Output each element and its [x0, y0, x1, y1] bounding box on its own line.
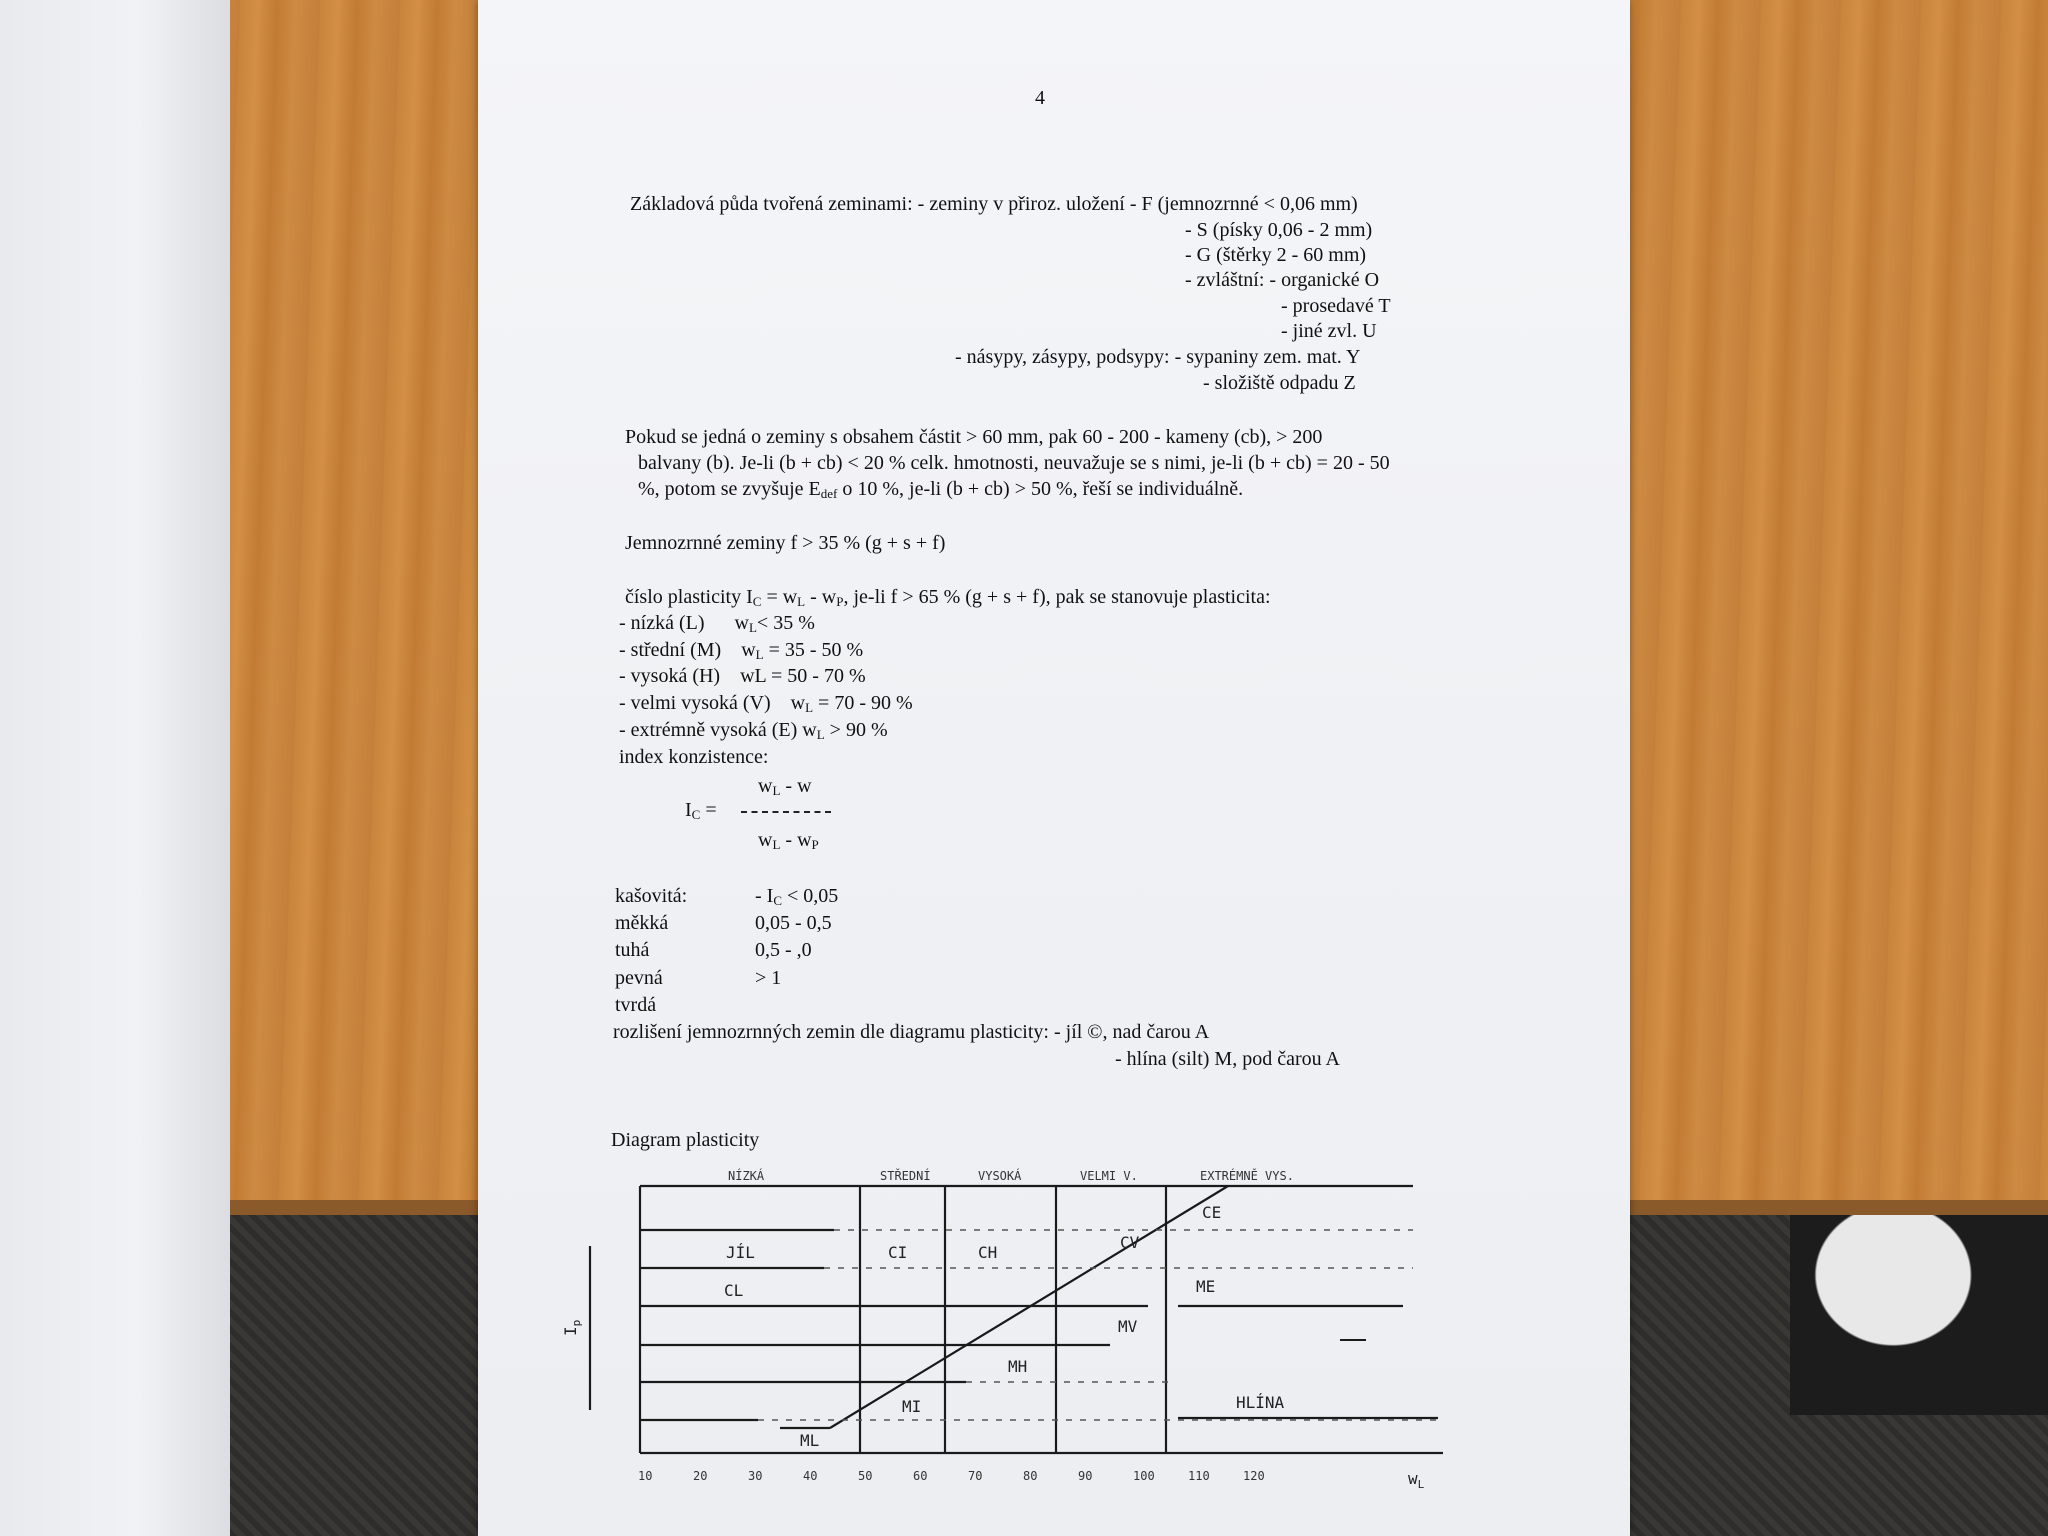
consistency-name-2: měkká	[615, 912, 669, 934]
plasticity-extreme: - extrémně vysoká (E) $w_L > 90$ %	[619, 719, 888, 742]
distinction-line-1: rozlišení jemnozrnných zemin dle diagramu plasticity: - jíl ©, nad čarou A	[613, 1021, 1210, 1043]
zone-label-me: ME	[1196, 1277, 1216, 1296]
y-axis-label: $I_p$	[561, 1319, 583, 1336]
zone-label-mh: MH	[1008, 1357, 1028, 1376]
plasticity-medium: - střední (M) $w_L = 35 - 50$ %	[619, 639, 864, 662]
zone-label-ce: CE	[1202, 1203, 1222, 1222]
boulders-line-1: Pokud se jedná o zeminy s obsahem částit > 60 mm, pak 60 - 200 - kameny (cb), > 200	[625, 426, 1323, 448]
formula-lhs: $I_C$ =	[685, 799, 717, 822]
x-tick-label: 50	[858, 1469, 873, 1483]
consistency-range-3: 0,5 - ,0	[755, 939, 812, 961]
distinction-line-2: - hlína (silt) M, pod čarou A	[1115, 1048, 1340, 1070]
zone-label-jil: JÍL	[726, 1243, 755, 1262]
x-tick-label: 40	[803, 1469, 818, 1483]
plasticity-heading: číslo plasticity $I_C = w_L - w_P$, je-li f > 65 % (g + s + f), pak se stanovuje plasticita:	[625, 586, 1271, 609]
zone-label-mv: MV	[1118, 1317, 1138, 1336]
top-label-very-high: VELMI V.	[1080, 1169, 1138, 1183]
left-paper-sheet	[0, 0, 230, 1536]
x-tick-label: 90	[1078, 1469, 1093, 1483]
waste-line: - složiště odpadu Z	[1203, 372, 1356, 394]
object-on-floor	[1790, 1215, 2048, 1415]
formula-numerator: $w_L$ - w	[758, 775, 812, 798]
top-label-medium: STŘEDNÍ	[880, 1169, 931, 1183]
boulders-line-3: %, potom se zvyšuje $E_{def}$ o 10 %, je-li (b + cb) > 50 %, řeší se individuálně.	[638, 478, 1244, 501]
zone-label-ci: CI	[888, 1243, 908, 1262]
zone-label-ch: CH	[978, 1243, 998, 1262]
consistency-name-4: pevná	[615, 967, 663, 989]
x-axis-ticks	[638, 1469, 1265, 1483]
top-label-extreme: EXTRÉMNĚ VYS.	[1200, 1169, 1294, 1183]
consistency-index-label: index konzistence:	[619, 746, 769, 768]
soil-s: - S (písky 0,06 - 2 mm)	[1185, 219, 1373, 241]
page-number: 4	[1035, 87, 1045, 109]
consistency-name-1: kašovitá:	[615, 885, 688, 907]
consistency-range-4: > 1	[755, 967, 782, 989]
x-tick-label: 100	[1133, 1469, 1155, 1483]
consistency-range-1: - $I_C < 0,05$	[755, 885, 839, 908]
document-page	[478, 0, 1630, 1536]
x-tick-label: 30	[748, 1469, 763, 1483]
fine-soils-line: Jemnozrnné zeminy f > 35 % (g + s + f)	[625, 532, 946, 554]
consistency-name-5: tvrdá	[615, 994, 657, 1016]
plasticity-low: - nízká (L) $w_L< 35$ %	[619, 612, 815, 635]
zone-label-cl: CL	[724, 1281, 744, 1300]
zone-label-cv: CV	[1120, 1233, 1140, 1252]
soil-t: - prosedavé T	[1281, 295, 1391, 317]
x-tick-label: 60	[913, 1469, 928, 1483]
consistency-range-2: 0,05 - 0,5	[755, 912, 832, 934]
x-tick-label: 10	[638, 1469, 653, 1483]
plasticity-high: - vysoká (H) wL = 50 - 70 %	[619, 665, 866, 687]
plasticity-very-high: - velmi vysoká (V) $w_L = 70 - 90$ %	[619, 692, 913, 715]
zone-label-hlina: HLÍNA	[1236, 1393, 1285, 1412]
x-tick-label: 70	[968, 1469, 983, 1483]
x-tick-label: 110	[1188, 1469, 1210, 1483]
top-label-low: NÍZKÁ	[728, 1169, 765, 1183]
soil-special: - zvláštní: - organické O	[1185, 269, 1380, 291]
zone-label-mi: MI	[902, 1397, 922, 1416]
soil-g: - G (štěrky 2 - 60 mm)	[1185, 244, 1367, 266]
x-tick-label: 120	[1243, 1469, 1265, 1483]
diagram-title: Diagram plasticity	[611, 1129, 760, 1151]
consistency-name-3: tuhá	[615, 939, 650, 961]
soil-u: - jiné zvl. U	[1281, 320, 1377, 342]
intro-line: Základová půda tvořená zeminami: - zeminy v přiroz. uložení - F (jemnozrnné < 0,06 mm)	[630, 193, 1358, 215]
formula-denominator: $w_L - w_P$	[758, 829, 819, 852]
zone-label-ml: ML	[800, 1431, 820, 1450]
plasticity-diagram	[478, 0, 1630, 1536]
x-tick-label: 20	[693, 1469, 708, 1483]
boulders-line-2: balvany (b). Je-li (b + cb) < 20 % celk. hmotnosti, neuvažuje se s nimi, je-li (b + cb) = 20 - 50	[638, 452, 1390, 474]
fills-line: - násypy, zásypy, podsypy: - sypaniny zem. mat. Y	[955, 346, 1361, 368]
top-label-high: VYSOKÁ	[978, 1169, 1022, 1183]
x-tick-label: 80	[1023, 1469, 1038, 1483]
x-axis-label: $w_L$	[1408, 1469, 1425, 1491]
